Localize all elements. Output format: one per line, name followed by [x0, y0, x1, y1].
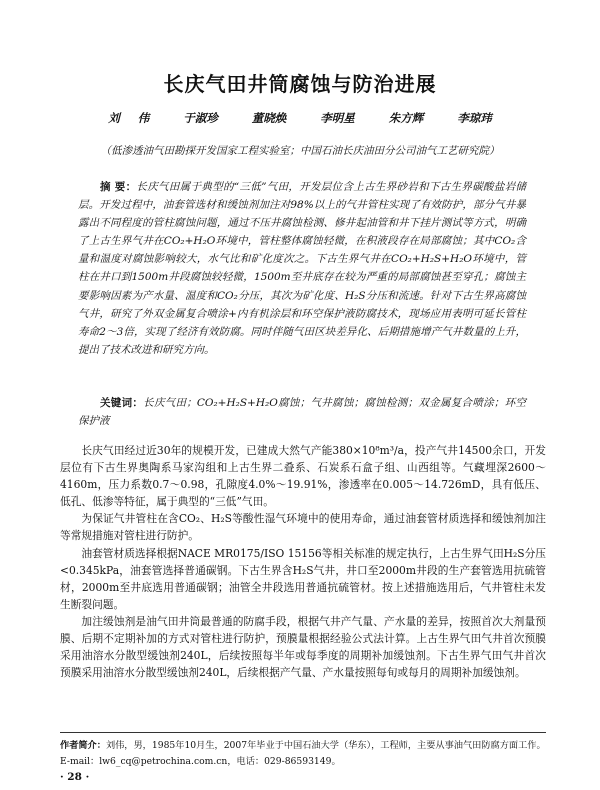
author-name: 刘 伟: [108, 111, 150, 125]
author-name: 于淑珍: [183, 111, 218, 125]
keywords-text: 长庆气田；CO₂+H₂S+H₂O腐蚀；气井腐蚀；腐蚀检测；双金属复合喷涂；环空保护液: [78, 397, 527, 428]
abstract-label: 摘 要：: [100, 181, 137, 193]
footnote-divider: [60, 732, 546, 733]
affiliation: （低渗透油气田勘探开发国家工程实验室；中国石油长庆油田分公司油气工艺研究院）: [100, 145, 500, 157]
body-text: [60, 442, 546, 681]
page-number: · 28 ·: [60, 771, 90, 783]
author-name: 李琼玮: [457, 111, 492, 125]
author-footnote: [60, 738, 546, 770]
author-name: 董晓焕: [251, 111, 287, 125]
paper-title: 长庆气田井筒腐蚀与防治进展: [163, 72, 437, 96]
body-paragraph: 加注缓蚀剂是油气田井筒最普通的防腐手段，根据气井产气量、产水量的差异，按照首次大剂量预膜、后期不定期补加的方式对管柱进行防护，预膜量根据经验公式法计算。上古生界气田气井首次预膜采用油溶水分散型缓蚀剂240L，后续按照每半年或每季度的周期补加缓蚀剂。下古生界气田气井首次预膜采用油溶水分散型缓蚀剂240L，后续根据产气量、产水量按照每旬或每月的周期补加缓蚀剂。: [60, 614, 546, 680]
abstract-text: 长庆气田属于典型的“三低”气田，开发层位含上古生界砂岩和下古生界碳酸盐岩储层。开发过程中，油套管选材和缓蚀剂加注对98%以上的气井管柱实现了有效防护，部分气井暴露出不同程度的管柱腐蚀问题，通过不压井腐蚀检测、修井起油管和井下挂片测试等方式，明确了上古生界气井在CO₂+H₂O环境中，管柱整体腐蚀轻微，在积液段存在局部腐蚀；其中CO₂含量和温度对腐蚀影响较大，水气比和矿化度次之。下古生界气井在CO₂+H₂S+H₂O环境中，管柱在井口到1500m井段腐蚀较轻微，1500m至井底存在较为严重的局部腐蚀甚至穿孔；腐蚀主要影响因素为产水量、温度和CO₂分压，其次为矿化度、H₂S分压和流速。针对下古生界高腐蚀气井，研究了外双金属复合喷涂+内有机涂层和环空保护液防腐技术，现场应用表明可延长管柱寿命2～3倍，实现了经济有效防腐。同时伴随气田区块差异化、后期措施增产气井数量的上升，提出了技术改进和研究方向。: [78, 181, 527, 356]
author-name: 朱方辉: [388, 111, 424, 125]
footnote-text: 刘伟，男，1985年10月生，2007年毕业于中国石油大学（华东），工程师，主要从事油气田防腐方面工作。E-mail：lw6_cq@petrochina.com.cn，电话：029-86593149。: [60, 740, 546, 767]
author-list: [0, 110, 600, 126]
author-name: 李明星: [320, 111, 355, 125]
body-paragraph: 长庆气田经过近30年的规模开发，已建成大然气产能380×10⁸m³/a，投产气井14500余口，开发层位有下古生界奥陶系马家沟组和上古生界二叠系、石炭系石盒子组、山西组等。气藏埋深2600～4160m，压力系数0.7～0.98，孔隙度4.0%～19.91%，渗透率在0.005～14.726mD，具有低压、低孔、低渗等特征，属于典型的“三低”气田。: [60, 444, 546, 509]
body-paragraph: 为保证气井管柱在含CO₂、H₂S等酸性湿气环境中的使用寿命，通过油套管材质选择和缓蚀剂加注等常规措施对管柱进行防护。: [60, 512, 546, 543]
abstract: [78, 178, 526, 359]
keywords-label: 关键词：: [100, 397, 144, 409]
footnote-label: 作者简介：: [60, 740, 106, 751]
body-paragraph: 油套管材质选择根据NACE MR0175/ISO 15156等相关标准的规定执行，上古生界气田H₂S分压<0.345kPa，油套管选择普通碳钢。下古生界含H₂S气井，井口至2000m井段的生产套管选用抗硫管材，2000m至井底选用普通碳钢；油管全井段选用普通抗硫管材。按上述措施选用后，气井管柱未发生断裂问题。: [60, 546, 546, 611]
keywords: [78, 394, 526, 430]
